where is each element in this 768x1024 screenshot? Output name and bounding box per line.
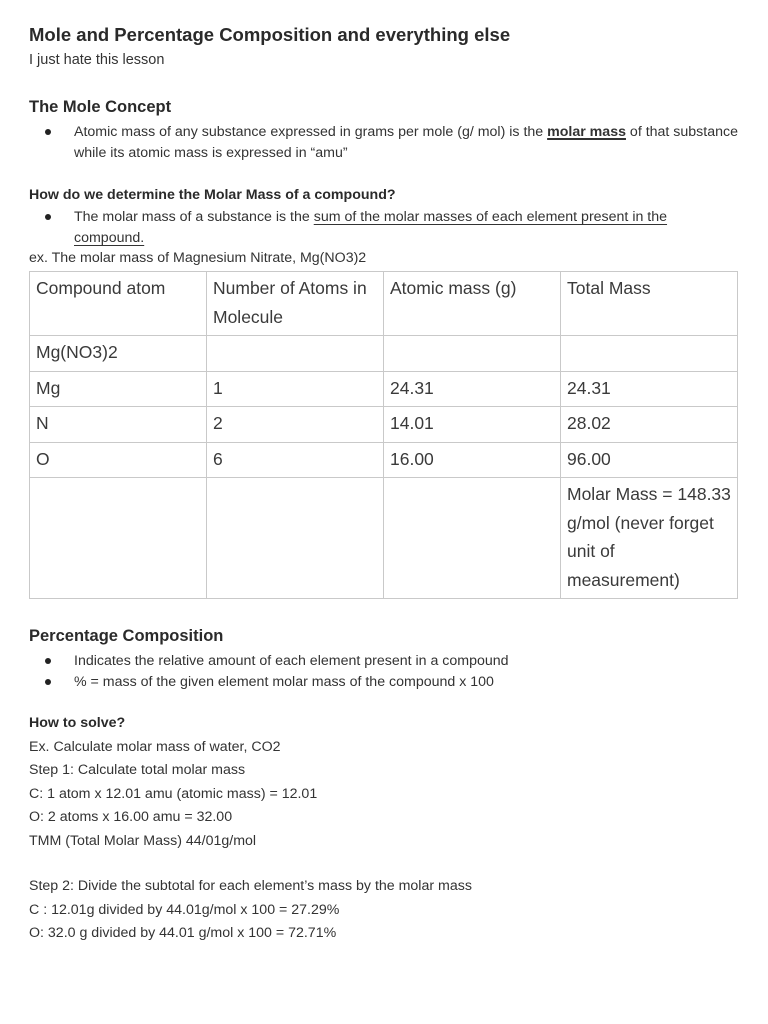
- list-item: % = mass of the given element molar mass of the compound x 100: [29, 672, 739, 693]
- bullet-text: Atomic mass of any substance expressed in grams per mole (g/ mol) is the: [74, 124, 548, 140]
- table-cell: 6: [207, 442, 384, 478]
- table-cell: 24.31: [384, 371, 561, 407]
- table-cell: 24.31: [561, 371, 738, 407]
- spacer: [29, 853, 739, 875]
- table-cell: [207, 478, 384, 599]
- table-header-row: [30, 272, 738, 336]
- table-cell: [384, 478, 561, 599]
- bullet-text: The molar mass of a substance is the: [74, 209, 314, 225]
- document: [29, 22, 739, 946]
- table-row: [30, 407, 738, 443]
- step-line: O: 2 atoms x 16.00 amu = 32.00: [29, 809, 233, 825]
- table-row: [30, 442, 738, 478]
- table-row: [30, 478, 738, 599]
- molar-mass-question: How do we determine the Molar Mass of a compound?: [29, 187, 396, 203]
- table-cell: 28.02: [561, 407, 738, 443]
- example-line: ex. The molar mass of Magnesium Nitrate, Mg(NO3)2: [29, 250, 367, 266]
- table-cell: 96.00: [561, 442, 738, 478]
- table-cell: 1: [207, 371, 384, 407]
- table-row: [30, 371, 738, 407]
- molar-mass-list: [29, 207, 739, 248]
- table-cell: [561, 336, 738, 372]
- step-line: Step 1: Calculate total molar mass: [29, 762, 246, 778]
- step-line: Ex. Calculate molar mass of water, CO2: [29, 738, 281, 755]
- table-cell: [384, 336, 561, 372]
- bullet-text: of that substance while its atomic mass is expressed in “amu”: [74, 124, 738, 161]
- percentage-heading: Percentage Composition: [29, 627, 224, 645]
- table-cell: Mg: [30, 371, 207, 407]
- list-item: Indicates the relative amount of each element present in a compound: [29, 651, 739, 672]
- molar-mass-table: [29, 271, 738, 599]
- table-cell: 16.00: [384, 442, 561, 478]
- step-line: O: 32.0 g divided by 44.01 g/mol x 100 = 72.71%: [29, 925, 337, 941]
- page-subtitle: I just hate this lesson: [29, 52, 165, 68]
- step-line: TMM (Total Molar Mass) 44/01g/mol: [29, 832, 257, 849]
- mole-concept-list: [29, 122, 739, 163]
- list-item: [29, 207, 739, 248]
- how-to-heading: How to solve?: [29, 715, 126, 731]
- table-row: [30, 336, 738, 372]
- table-cell: O: [30, 442, 207, 478]
- page-title: Mole and Percentage Composition and everything else: [29, 24, 511, 45]
- percentage-list: [29, 651, 739, 692]
- table-cell: 2: [207, 407, 384, 443]
- table-cell: [207, 336, 384, 372]
- table-header-cell: Compound atom: [30, 272, 207, 336]
- molar-mass-term: molar mass: [547, 124, 626, 140]
- table-header-cell: Number of Atoms in Molecule: [207, 272, 384, 336]
- table-cell: Mg(NO3)2: [30, 336, 207, 372]
- table-cell: N: [30, 407, 207, 443]
- molar-mass-total-cell: Molar Mass = 148.33 g/mol (never forget unit of measurement): [561, 478, 738, 599]
- step-line: Step 2: Divide the subtotal for each element’s mass by the molar mass: [29, 878, 472, 894]
- mole-concept-heading: The Mole Concept: [29, 98, 172, 116]
- table-header-cell: Atomic mass (g): [384, 272, 561, 336]
- table-cell: [30, 478, 207, 599]
- step-line: C: 1 atom x 12.01 amu (atomic mass) = 12.01: [29, 785, 318, 802]
- list-item: [29, 122, 739, 163]
- table-cell: 14.01: [384, 407, 561, 443]
- underlined-definition: sum of the molar masses of each element present in the compound.: [74, 209, 668, 246]
- table-header-cell: Total Mass: [561, 272, 738, 336]
- step-line: C : 12.01g divided by 44.01g/mol x 100 = 27.29%: [29, 901, 340, 918]
